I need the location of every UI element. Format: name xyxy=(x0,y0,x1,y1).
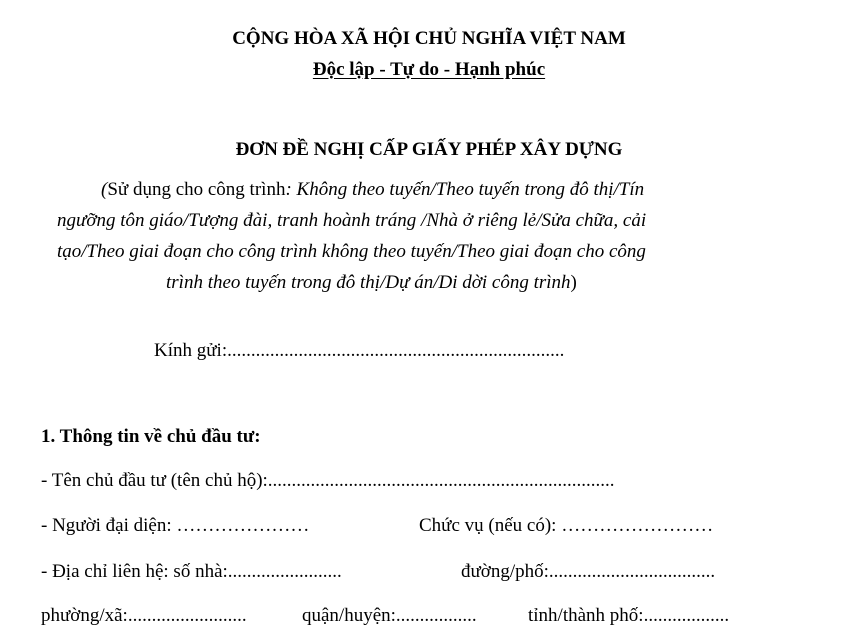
ward-field: phường/xã:......................... xyxy=(41,605,247,626)
motto-text: Độc lập - Tự do - Hạnh phúc xyxy=(312,59,546,80)
section-1-heading: 1. Thông tin về chủ đầu tư: xyxy=(41,426,261,447)
recipient-line: Kính gửi:....................................................................... xyxy=(154,340,565,361)
subtitle-lead: Sử dụng cho công trình xyxy=(107,179,286,200)
position-field: Chức vụ (nếu có): …………………… xyxy=(419,515,714,536)
address-house-field: - Địa chỉ liên hệ: số nhà:........................ xyxy=(41,561,342,582)
nation-heading: CỘNG HÒA XÃ HỘI CHỦ NGHĨA VIỆT NAM xyxy=(232,28,626,49)
subtitle-close-paren: ) xyxy=(570,272,577,293)
subtitle-line-4 xyxy=(166,271,577,295)
subtitle-line-1 xyxy=(101,178,644,202)
form-title: ĐƠN ĐỀ NGHỊ CẤP GIẤY PHÉP XÂY DỰNG xyxy=(235,139,623,160)
province-field: tỉnh/thành phố:.................. xyxy=(528,605,730,626)
address-street-field: đường/phố:................................... xyxy=(461,561,716,582)
subtitle-line-4-italic: trình theo tuyến trong đô thị/Dự án/Di dời công trình xyxy=(166,272,571,293)
subtitle-line-1-italic: : Không theo tuyến/Theo tuyến trong đô thị/Tín xyxy=(285,179,645,200)
subtitle-line-3: tạo/Theo giai đoạn cho công trình không theo tuyến/Theo giai đoạn cho công xyxy=(57,241,646,262)
district-field: quận/huyện:................. xyxy=(302,605,477,626)
subtitle-open-paren: ( xyxy=(101,179,108,200)
owner-name-field: - Tên chủ đầu tư (tên chủ hộ):......................................................................... xyxy=(41,470,615,491)
subtitle-line-2: ngưỡng tôn giáo/Tượng đài, tranh hoành tráng /Nhà ở riêng lẻ/Sửa chữa, cải xyxy=(57,210,647,231)
motto-heading xyxy=(0,58,858,82)
representative-field: - Người đại diện: ………………… xyxy=(41,515,310,536)
